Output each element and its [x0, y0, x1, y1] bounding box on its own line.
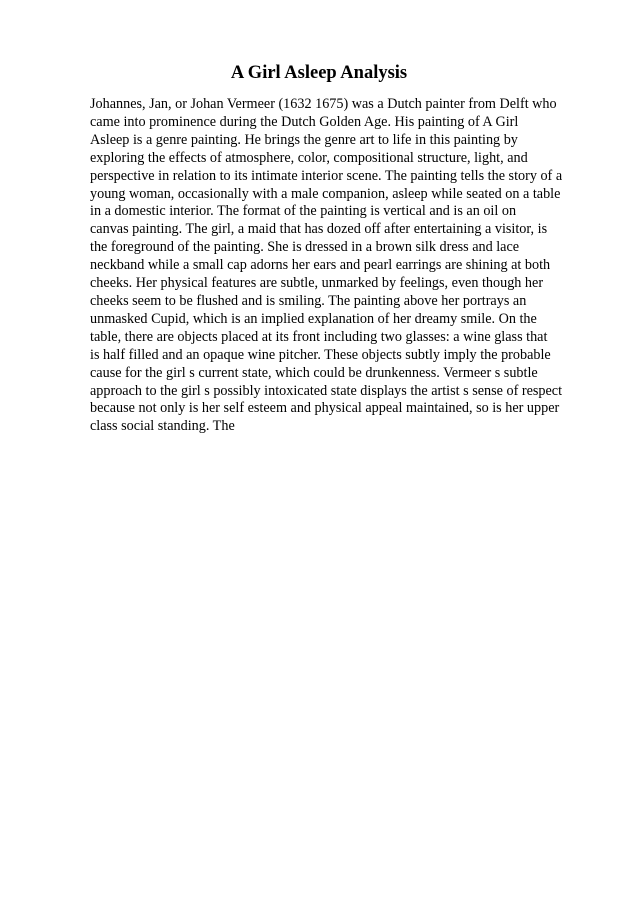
- text-line: table, there are objects placed at its front including two glasses: a wine glass that: [90, 328, 548, 345]
- text-line: Asleep is a genre painting. He brings the genre art to life in this painting by: [90, 131, 518, 148]
- text-line: came into prominence during the Dutch Golden Age. His painting of A Girl: [90, 113, 519, 130]
- text-line: exploring the effects of atmosphere, color, compositional structure, light, and: [90, 149, 528, 166]
- text-line: is half filled and an opaque wine pitcher. These objects subtly imply the probable: [90, 346, 551, 363]
- text-line: unmasked Cupid, which is an implied explanation of her dreamy smile. On the: [90, 310, 537, 327]
- page-title: A Girl Asleep Analysis: [230, 63, 408, 83]
- text-line: class social standing. The: [90, 418, 235, 435]
- text-line: neckband while a small cap adorns her ears and pearl earrings are shining at both: [90, 257, 551, 274]
- text-line: Johannes, Jan, or Johan Vermeer (1632 1675) was a Dutch painter from Delft who: [90, 96, 557, 112]
- text-line: cheeks. Her physical features are subtle, unmarked by feelings, even though her: [90, 275, 544, 292]
- text-line: cheeks seem to be flushed and is smiling. The painting above her portrays an: [90, 292, 527, 309]
- text-line: the foreground of the painting. She is dressed in a brown silk dress and lace: [90, 239, 520, 256]
- text-line: cause for the girl s current state, which could be drunkenness. Vermeer s subtle: [90, 364, 538, 381]
- text-line: in a domestic interior. The format of the painting is vertical and is an oil on: [90, 203, 517, 220]
- text-line: canvas painting. The girl, a maid that has dozed off after entertaining a visitor, is: [90, 221, 548, 238]
- text-line: young woman, occasionally with a male companion, asleep while seated on a table: [90, 185, 561, 202]
- text-line: approach to the girl s possibly intoxicated state displays the artist s sense of respect: [90, 382, 563, 399]
- text-line: perspective in relation to its intimate interior scene. The painting tells the story of a: [90, 167, 563, 184]
- text-line: because not only is her self esteem and physical appeal maintained, so is her upper: [90, 400, 560, 417]
- body-paragraph: [90, 96, 563, 436]
